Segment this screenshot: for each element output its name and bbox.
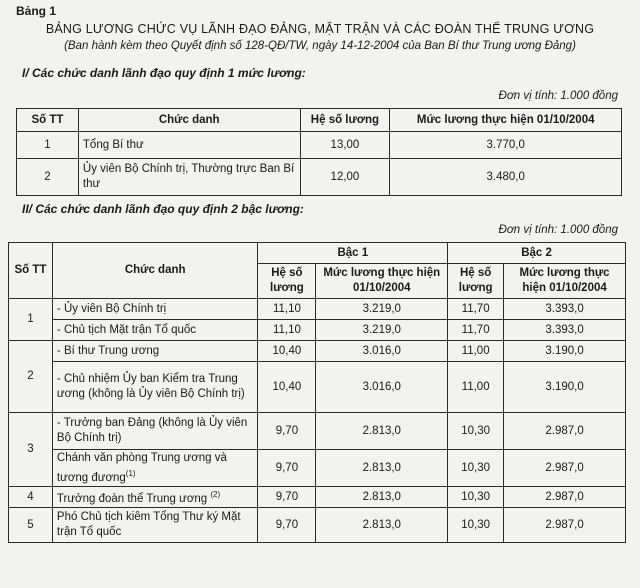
row-coef-2: 10,30: [448, 508, 504, 543]
row-salary-2: 3.190,0: [504, 341, 626, 362]
row-coef-1: 10,40: [258, 362, 316, 413]
row-stt: 4: [9, 487, 53, 508]
header-coef-2: Hệ số lương: [448, 264, 504, 299]
header-salary-2: Mức lương thực hiện 01/10/2004: [504, 264, 626, 299]
header-stt: Số TT: [17, 109, 79, 132]
table-label: Bảng 1: [16, 4, 57, 18]
row-salary-1: 3.219,0: [316, 299, 448, 320]
row-salary: 3.770,0: [390, 132, 622, 159]
salary-table-2: [8, 242, 626, 543]
header-coef-1: Hệ số lương: [258, 264, 316, 299]
table-row: [9, 320, 626, 341]
row-title: Ủy viên Bộ Chính trị, Thường trực Ban Bí thư: [78, 159, 300, 196]
row-coef-2: 10,30: [448, 413, 504, 450]
row-title: - Trưởng ban Đảng (không là Ủy viên Bộ Chính trị): [52, 413, 258, 450]
row-coef-1: 9,70: [258, 413, 316, 450]
table-row: [9, 299, 626, 320]
footnote-marker: (2): [210, 490, 221, 500]
row-title-cell: [52, 450, 258, 487]
header-stt: Số TT: [9, 243, 53, 299]
section-2-heading: II/ Các chức danh lãnh đạo quy định 2 bậc lương:: [22, 202, 304, 216]
row-salary-1: 2.813,0: [316, 487, 448, 508]
document-subtitle: (Ban hành kèm theo Quyết định số 128-QĐ/TW, ngày 14-12-2004 của Ban Bí thư Trung ương Đảng): [64, 40, 576, 52]
row-salary: 3.480,0: [390, 159, 622, 196]
row-title: Trưởng đoàn thể Trung ương: [56, 492, 208, 505]
row-title: - Chủ nhiệm Ủy ban Kiểm tra Trung ương (không là Ủy viên Bộ Chính trị): [52, 362, 258, 413]
row-coef: 13,00: [300, 132, 390, 159]
row-salary-1: 3.016,0: [316, 362, 448, 413]
row-coef-1: 10,40: [258, 341, 316, 362]
row-coef-1: 11,10: [258, 320, 316, 341]
table-row: [9, 362, 626, 413]
row-coef: 12,00: [300, 159, 390, 196]
row-salary-2: 3.190,0: [504, 362, 626, 413]
section-1-heading: I/ Các chức danh lãnh đạo quy định 1 mức lương:: [22, 66, 306, 80]
header-salary: Mức lương thực hiện 01/10/2004: [390, 109, 622, 132]
row-salary-2: 2.987,0: [504, 508, 626, 543]
row-coef-1: 9,70: [258, 508, 316, 543]
row-title: Tổng Bí thư: [78, 132, 300, 159]
row-stt: 2: [9, 341, 53, 413]
table-row: [9, 508, 626, 543]
table-header-row: [9, 243, 626, 264]
row-coef-2: 10,30: [448, 487, 504, 508]
section-2-unit: Đơn vị tính: 1.000 đồng: [498, 224, 618, 236]
row-title: - Chủ tịch Mặt trận Tổ quốc: [52, 320, 258, 341]
row-coef-2: 11,00: [448, 362, 504, 413]
header-title: Chức danh: [78, 109, 300, 132]
row-salary-1: 2.813,0: [316, 450, 448, 487]
header-coef: Hệ số lương: [300, 109, 390, 132]
row-stt: 1: [17, 132, 79, 159]
row-coef-1: 9,70: [258, 450, 316, 487]
table-row: [17, 132, 622, 159]
row-title: Phó Chủ tịch kiêm Tổng Thư ký Mặt trận Tổ quốc: [52, 508, 258, 543]
section-1-unit: Đơn vị tính: 1.000 đồng: [498, 90, 618, 102]
row-coef-2: 11,70: [448, 320, 504, 341]
table-row: [9, 487, 626, 508]
row-stt: 1: [9, 299, 53, 341]
row-salary-1: 3.016,0: [316, 341, 448, 362]
row-title: - Ủy viên Bộ Chính trị: [52, 299, 258, 320]
row-title-cell: [52, 487, 258, 508]
table-row: [17, 159, 622, 196]
header-bac-2: Bậc 2: [448, 243, 626, 264]
row-coef-1: 9,70: [258, 487, 316, 508]
header-bac-1: Bậc 1: [258, 243, 448, 264]
table-row: [9, 413, 626, 450]
row-salary-1: 2.813,0: [316, 413, 448, 450]
row-salary-1: 3.219,0: [316, 320, 448, 341]
row-salary-2: 2.987,0: [504, 450, 626, 487]
row-title: Chánh văn phòng Trung ương và tương đương: [56, 451, 227, 484]
row-stt: 5: [9, 508, 53, 543]
row-salary-2: 2.987,0: [504, 413, 626, 450]
row-stt: 3: [9, 413, 53, 487]
table-header-row: [17, 109, 622, 132]
row-salary-2: 3.393,0: [504, 299, 626, 320]
row-salary-2: 3.393,0: [504, 320, 626, 341]
row-title: - Bí thư Trung ương: [52, 341, 258, 362]
salary-table-1: [16, 108, 622, 196]
row-coef-2: 11,00: [448, 341, 504, 362]
row-coef-1: 11,10: [258, 299, 316, 320]
row-stt: 2: [17, 159, 79, 196]
row-coef-2: 11,70: [448, 299, 504, 320]
row-coef-2: 10,30: [448, 450, 504, 487]
row-salary-2: 2.987,0: [504, 487, 626, 508]
document-title: BẢNG LƯƠNG CHỨC VỤ LÃNH ĐẠO ĐẢNG, MẶT TRẬN VÀ CÁC ĐOÀN THỂ TRUNG ƯƠNG: [45, 22, 595, 36]
row-salary-1: 2.813,0: [316, 508, 448, 543]
header-salary-1: Mức lương thực hiện 01/10/2004: [316, 264, 448, 299]
table-row: [9, 341, 626, 362]
header-title: Chức danh: [52, 243, 258, 299]
footnote-marker: (1): [125, 468, 136, 478]
table-row: [9, 450, 626, 487]
